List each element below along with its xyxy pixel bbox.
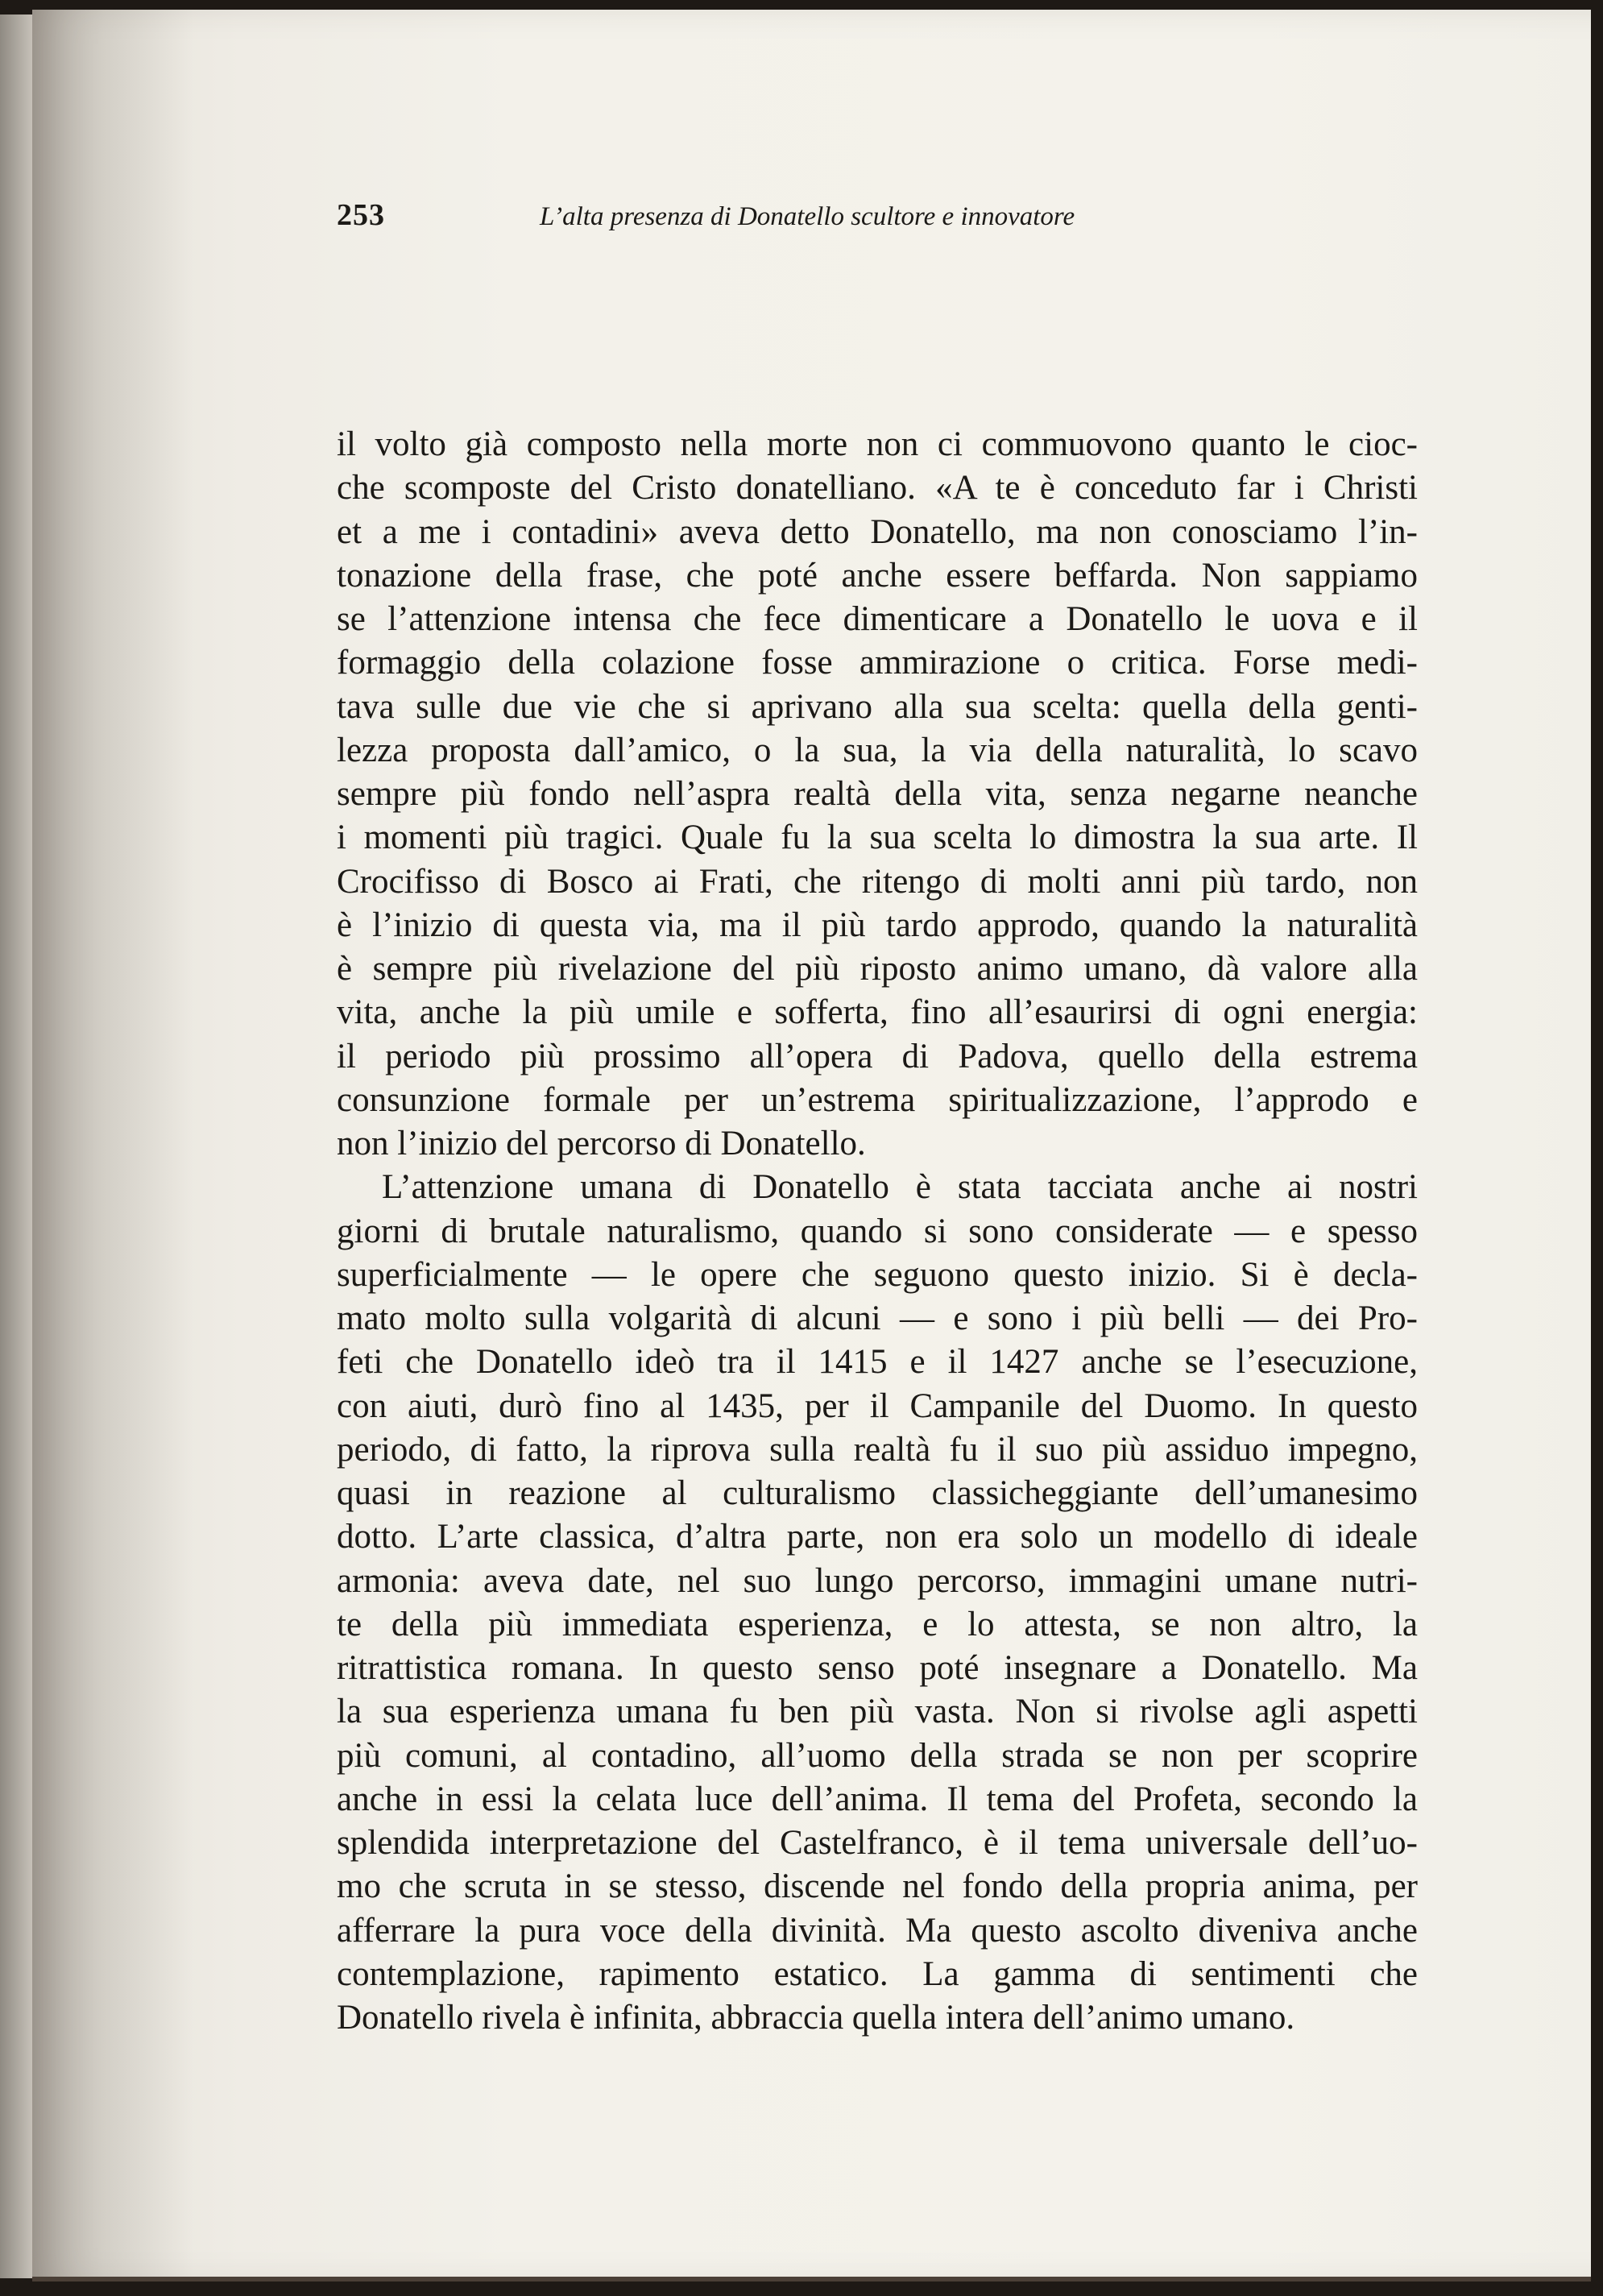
text-line: è l’inizio di questa via, ma il più tardo approdo, quando la naturalità — [337, 906, 1418, 944]
text-line: Crocifisso di Bosco ai Frati, che ritengo di molti anni più tardo, non — [337, 862, 1418, 901]
text-line: formaggio della colazione fosse ammirazione o critica. Forse medi- — [337, 644, 1418, 682]
text-line: contemplazione, rapimento estatico. La gamma di sentimenti che — [337, 1954, 1418, 1993]
text-line: con aiuti, durò fino al 1435, per il Campanile del Duomo. In questo — [337, 1386, 1418, 1425]
paragraph-end-line: Donatello rivela è infinita, abbraccia quella intera dell’animo umano. — [337, 1999, 1295, 2037]
text-line: vita, anche la più umile e sofferta, fino all’esaurirsi di ogni energia: — [337, 993, 1418, 1032]
text-line: il volto già composto nella morte non ci commuovono quanto le cioc- — [337, 425, 1418, 463]
text-line: sempre più fondo nell’aspra realtà della vita, senza negarne neanche — [337, 775, 1418, 813]
page-bottom-edge — [32, 2277, 1591, 2281]
text-line: il periodo più prossimo all’opera di Padova, quello della estrema — [337, 1037, 1418, 1075]
running-title: L’alta presenza di Donatello scultore e innovatore — [540, 202, 1075, 231]
text-line: tonazione della frase, che poté anche essere beffarda. Non sappiamo — [337, 556, 1418, 595]
text-line: quasi in reazione al culturalismo classicheggiante dell’umanesimo — [337, 1474, 1418, 1512]
text-line: armonia: aveva date, nel suo lungo percorso, immagini umane nutri- — [337, 1561, 1418, 1600]
text-line: anche in essi la celata luce dell’anima. Il tema del Profeta, secondo la — [337, 1780, 1418, 1818]
text-line: superficialmente — le opere che seguono questo inizio. Si è decla- — [337, 1255, 1418, 1294]
text-line: feti che Donatello ideò tra il 1415 e il 1427 anche se l’esecuzione, — [337, 1343, 1418, 1382]
text-line: periodo, di fatto, la riprova sulla realtà fu il suo più assiduo impegno, — [337, 1430, 1418, 1469]
text-line: lezza proposta dall’amico, o la sua, la via della naturalità, lo scavo — [337, 731, 1418, 769]
running-head — [337, 197, 1424, 246]
text-line: te della più immediata esperienza, e lo attesta, se non altro, la — [337, 1605, 1418, 1643]
text-line: dotto. L’arte classica, d’altra parte, non era solo un modello di ideale — [337, 1518, 1418, 1556]
text-line: consunzione formale per un’estrema spiritualizzazione, l’approdo e — [337, 1080, 1418, 1119]
text-line: ritrattistica romana. In questo senso poté insegnare a Donatello. Ma — [337, 1649, 1418, 1687]
paragraph-start-line: L’attenzione umana di Donatello è stata tacciata anche ai nostri — [382, 1168, 1418, 1207]
text-line: et a me i contadini» aveva detto Donatello, ma non conosciamo l’in- — [337, 512, 1418, 551]
text-line: splendida interpretazione del Castelfranco, è il tema universale dell’uo- — [337, 1824, 1418, 1862]
text-line: tava sulle due vie che si aprivano alla sua scelta: quella della genti- — [337, 687, 1418, 726]
page-number: 253 — [337, 198, 385, 232]
body-text — [337, 423, 1418, 2040]
text-line: mato molto sulla volgarità di alcuni — e sono i più belli — dei Pro- — [337, 1299, 1418, 1337]
text-line: la sua esperienza umana fu ben più vasta. Non si rivolse agli aspetti — [337, 1693, 1418, 1731]
text-line: i momenti più tragici. Quale fu la sua scelta lo dimostra la sua arte. Il — [337, 819, 1418, 857]
text-line: giorni di brutale naturalismo, quando si sono considerate — e spesso — [337, 1212, 1418, 1250]
gutter-shadow — [32, 10, 193, 2281]
text-line: che scomposte del Cristo donatelliano. «A te è conceduto far i Christi — [337, 469, 1418, 508]
paragraph-end-line: non l’inizio del percorso di Donatello. — [337, 1125, 866, 1163]
text-line: afferrare la pura voce della divinità. Ma questo ascolto diveniva anche — [337, 1911, 1418, 1950]
text-line: è sempre più rivelazione del più riposto animo umano, dà valore alla — [337, 950, 1418, 988]
text-line: più comuni, al contadino, all’uomo della strada se non per scoprire — [337, 1736, 1418, 1775]
text-line: se l’attenzione intensa che fece dimenticare a Donatello le uova e il — [337, 600, 1418, 638]
text-line: mo che scruta in se stesso, discende nel fondo della propria anima, per — [337, 1867, 1418, 1906]
